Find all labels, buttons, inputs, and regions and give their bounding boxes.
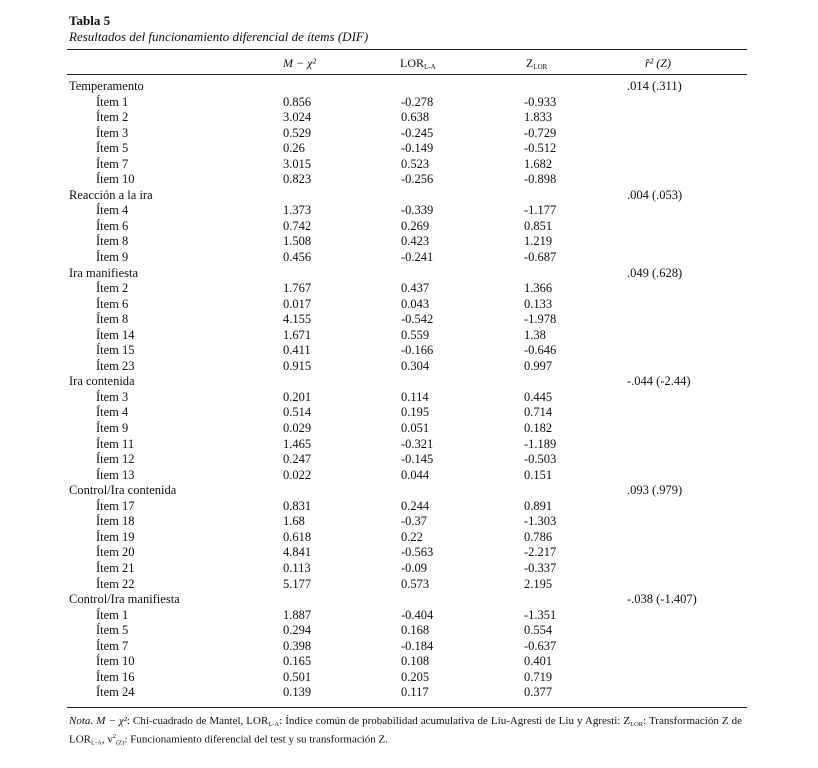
item-label: Ítem 21 xyxy=(96,560,135,575)
header-r2: r̂² (Z) xyxy=(645,56,671,70)
z-lor-value: 0.851 xyxy=(524,218,553,233)
lor-value: 0.168 xyxy=(401,623,430,638)
z-lor-value: 0.714 xyxy=(524,405,553,420)
z-lor-value: -0.503 xyxy=(524,452,557,467)
item-label: Ítem 12 xyxy=(96,452,135,467)
lor-value: 0.195 xyxy=(401,405,430,420)
lor-value: -0.563 xyxy=(401,545,434,560)
item-label: Ítem 6 xyxy=(96,296,129,311)
lor-value: 0.051 xyxy=(401,421,430,436)
mantel-chi-value: 0.398 xyxy=(283,638,312,653)
z-lor-value: -1.177 xyxy=(524,203,557,218)
lor-value: 0.423 xyxy=(401,234,430,249)
z-lor-value: -0.637 xyxy=(524,638,557,653)
mantel-chi-value: 0.618 xyxy=(283,529,312,544)
item-label: Ítem 18 xyxy=(96,514,135,529)
z-lor-value: -0.687 xyxy=(524,250,557,265)
note-text-1: : Chi-cuadrado de Mantel, LOR xyxy=(126,715,269,727)
mantel-chi-value: 0.022 xyxy=(283,467,312,482)
table-note xyxy=(69,715,742,750)
table-row xyxy=(0,110,818,126)
table-title-block xyxy=(69,13,368,45)
table-row xyxy=(0,452,818,468)
mantel-chi-value: 1.508 xyxy=(283,234,312,249)
group-r2: .093 (.979) xyxy=(627,483,683,498)
table-row xyxy=(0,157,818,173)
lor-value: 0.044 xyxy=(401,467,430,482)
note-sub-2: LOR xyxy=(630,721,644,728)
header-lor-main: LOR xyxy=(400,56,424,70)
item-label: Ítem 19 xyxy=(96,529,135,544)
z-lor-value: 0.719 xyxy=(524,669,553,684)
lor-value: -0.09 xyxy=(401,560,428,575)
item-label: Ítem 9 xyxy=(96,250,129,265)
z-lor-value: 0.554 xyxy=(524,623,553,638)
lor-value: 0.523 xyxy=(401,156,430,171)
z-lor-value: -1.189 xyxy=(524,436,557,451)
z-lor-value: 0.401 xyxy=(524,654,553,669)
note-sup-4: 2 xyxy=(112,733,117,740)
mantel-chi-value: 0.029 xyxy=(283,421,312,436)
group-name: Ira manifiesta xyxy=(69,265,139,280)
note-text-2: : Índice común de probabilidad acumulativa de Liu-Agresti de Liu y Agresti: Z xyxy=(279,715,631,727)
header-lor-sub: L-A xyxy=(424,63,436,71)
z-lor-value: -0.512 xyxy=(524,141,557,156)
mantel-chi-value: 0.26 xyxy=(283,141,305,156)
table-row xyxy=(0,281,818,297)
z-lor-value: 0.151 xyxy=(524,467,553,482)
mantel-chi-value: 0.915 xyxy=(283,358,312,373)
item-label: Ítem 9 xyxy=(96,421,129,436)
table-row xyxy=(0,172,818,188)
z-lor-value: -0.729 xyxy=(524,125,557,140)
table-row xyxy=(0,219,818,235)
lor-value: 0.269 xyxy=(401,218,430,233)
item-label: Ítem 4 xyxy=(96,405,129,420)
group-row xyxy=(0,188,818,204)
item-label: Ítem 5 xyxy=(96,623,129,638)
item-label: Ítem 3 xyxy=(96,389,129,404)
z-lor-value: 0.133 xyxy=(524,296,553,311)
group-name: Control/Ira manifiesta xyxy=(69,592,180,607)
mantel-chi-value: 0.017 xyxy=(283,296,312,311)
group-name: Ira contenida xyxy=(69,374,135,389)
note-sub-3: L-A xyxy=(91,739,102,747)
lor-value: -0.339 xyxy=(401,203,434,218)
lor-value: 0.117 xyxy=(401,685,429,700)
mantel-chi-value: 4.155 xyxy=(283,312,312,327)
item-label: Ítem 17 xyxy=(96,498,135,513)
item-label: Ítem 2 xyxy=(96,110,129,125)
table-row xyxy=(0,405,818,421)
group-name: Control/Ira contenida xyxy=(69,483,177,498)
lor-value: 0.205 xyxy=(401,669,430,684)
item-label: Ítem 8 xyxy=(96,312,129,327)
mantel-chi-value: 1.767 xyxy=(283,281,312,296)
bottom-rule xyxy=(67,707,747,708)
z-lor-value: 0.786 xyxy=(524,529,553,544)
lor-value: 0.437 xyxy=(401,281,430,296)
item-label: Ítem 15 xyxy=(96,343,135,358)
z-lor-value: 0.182 xyxy=(524,421,553,436)
lor-value: -0.404 xyxy=(401,607,434,622)
group-r2: .014 (.311) xyxy=(627,79,682,93)
z-lor-value: 1.682 xyxy=(524,156,553,171)
mantel-chi-value: 3.024 xyxy=(283,110,312,125)
group-row xyxy=(0,79,818,95)
z-lor-value: -0.646 xyxy=(524,343,557,358)
z-lor-value: -1.351 xyxy=(524,607,557,622)
note-sub-4: (Z) xyxy=(116,739,125,747)
lor-value: 0.108 xyxy=(401,654,430,669)
item-label: Ítem 7 xyxy=(96,638,129,653)
mantel-chi-value: 5.177 xyxy=(283,576,312,591)
table-row xyxy=(0,95,818,111)
item-label: Ítem 3 xyxy=(96,125,129,140)
table-body xyxy=(0,79,818,701)
z-lor-value: 1.366 xyxy=(524,281,553,296)
mantel-chi-value: 0.856 xyxy=(283,94,312,109)
lor-value: -0.256 xyxy=(401,172,434,187)
header-rule xyxy=(67,74,747,75)
lor-value: 0.304 xyxy=(401,358,430,373)
table-row xyxy=(0,499,818,515)
table-row xyxy=(0,530,818,546)
mantel-chi-value: 1.671 xyxy=(283,327,312,342)
item-label: Ítem 20 xyxy=(96,545,135,560)
item-label: Ítem 4 xyxy=(96,203,129,218)
z-lor-value: -2.217 xyxy=(524,545,557,560)
note-mantel: M − χ² xyxy=(96,715,127,727)
lor-value: -0.278 xyxy=(401,94,434,109)
table-row xyxy=(0,343,818,359)
note-text-5: : Funcionamiento diferencial del test y su transformación Z. xyxy=(124,733,389,746)
table-row xyxy=(0,685,818,701)
mantel-chi-value: 1.373 xyxy=(283,203,312,218)
table-row xyxy=(0,561,818,577)
mantel-chi-value: 0.501 xyxy=(283,669,312,684)
item-label: Ítem 11 xyxy=(96,436,135,451)
group-name: Temperamento xyxy=(69,79,144,93)
note-sub-1: L-A xyxy=(268,721,280,728)
table-row xyxy=(0,359,818,375)
table-title: Tabla 5 xyxy=(69,13,111,28)
z-lor-value: -1.303 xyxy=(524,514,557,529)
item-label: Ítem 6 xyxy=(96,218,129,233)
note-text-3: : Transformación Z de LOR xyxy=(69,715,742,746)
z-lor-value: 1.219 xyxy=(524,234,553,249)
table-row xyxy=(0,670,818,686)
mantel-chi-value: 0.742 xyxy=(283,218,312,233)
table-row xyxy=(0,468,818,484)
mantel-chi-value: 1.887 xyxy=(283,607,312,622)
table-caption: Resultados del funcionamiento diferencial de ítems (DIF) xyxy=(69,29,369,44)
table-row xyxy=(0,328,818,344)
table-row xyxy=(0,639,818,655)
item-label: Ítem 24 xyxy=(96,685,135,700)
item-label: Ítem 14 xyxy=(96,327,135,342)
mantel-chi-value: 0.514 xyxy=(283,405,312,420)
lor-value: 0.114 xyxy=(401,389,429,404)
item-label: Ítem 10 xyxy=(96,172,135,187)
group-row xyxy=(0,592,818,608)
lor-value: 0.559 xyxy=(401,327,430,342)
z-lor-value: 1.38 xyxy=(524,327,546,342)
mantel-chi-value: 0.247 xyxy=(283,452,312,467)
table-row xyxy=(0,608,818,624)
table-row xyxy=(0,514,818,530)
table-row xyxy=(0,421,818,437)
header-lor xyxy=(400,56,436,71)
table-row xyxy=(0,390,818,406)
mantel-chi-value: 1.68 xyxy=(283,514,305,529)
table-header xyxy=(0,53,818,75)
lor-value: -0.542 xyxy=(401,312,434,327)
z-lor-value: -0.337 xyxy=(524,560,557,575)
mantel-chi-value: 0.294 xyxy=(283,623,312,638)
item-label: Ítem 1 xyxy=(96,607,129,622)
group-r2: -.038 (-1.407) xyxy=(627,592,697,607)
table-row xyxy=(0,545,818,561)
mantel-chi-value: 3.015 xyxy=(283,156,312,171)
z-lor-value: -0.933 xyxy=(524,94,557,109)
item-label: Ítem 2 xyxy=(96,281,129,296)
table-row xyxy=(0,141,818,157)
lor-value: 0.043 xyxy=(401,296,430,311)
item-label: Ítem 8 xyxy=(96,234,129,249)
mantel-chi-value: 0.456 xyxy=(283,250,312,265)
table-row xyxy=(0,623,818,639)
mantel-chi-value: 0.831 xyxy=(283,498,312,513)
header-z-main: Z xyxy=(526,56,534,70)
table-row xyxy=(0,203,818,219)
table-row xyxy=(0,297,818,313)
group-name: Reacción a la ira xyxy=(69,187,153,202)
item-label: Ítem 1 xyxy=(96,94,129,109)
group-r2: .049 (.628) xyxy=(627,265,683,280)
group-r2: .004 (.053) xyxy=(627,187,683,202)
z-lor-value: 0.377 xyxy=(524,685,553,700)
top-rule xyxy=(67,49,747,50)
mantel-chi-value: 0.529 xyxy=(283,125,312,140)
header-z-sub: LOR xyxy=(533,63,548,71)
group-r2: -.044 (-2.44) xyxy=(627,374,691,389)
lor-value: 0.244 xyxy=(401,498,430,513)
lor-value: -0.37 xyxy=(401,514,428,529)
lor-value: -0.149 xyxy=(401,141,434,156)
item-label: Ítem 16 xyxy=(96,669,135,684)
z-lor-value: 0.891 xyxy=(524,498,553,513)
mantel-chi-value: 0.113 xyxy=(283,560,311,575)
group-row xyxy=(0,266,818,282)
note-label: Nota. xyxy=(69,715,94,727)
z-lor-value: 1.833 xyxy=(524,110,553,125)
z-lor-value: 0.997 xyxy=(524,358,553,373)
lor-value: 0.22 xyxy=(401,529,423,544)
group-row xyxy=(0,483,818,499)
group-row xyxy=(0,374,818,390)
item-label: Ítem 5 xyxy=(96,141,129,156)
mantel-chi-value: 0.201 xyxy=(283,389,312,404)
header-mantel-chi: M − χ² xyxy=(283,56,316,70)
lor-value: -0.145 xyxy=(401,452,434,467)
table-row xyxy=(0,312,818,328)
mantel-chi-value: 4.841 xyxy=(283,545,312,560)
item-label: Ítem 13 xyxy=(96,467,135,482)
z-lor-value: 0.445 xyxy=(524,389,553,404)
table-row xyxy=(0,577,818,593)
item-label: Ítem 10 xyxy=(96,654,135,669)
lor-value: -0.184 xyxy=(401,638,434,653)
z-lor-value: -1.978 xyxy=(524,312,557,327)
table-row xyxy=(0,234,818,250)
item-label: Ítem 7 xyxy=(96,156,129,171)
lor-value: 0.638 xyxy=(401,110,430,125)
z-lor-value: 2.195 xyxy=(524,576,553,591)
mantel-chi-value: 1.465 xyxy=(283,436,312,451)
table-row xyxy=(0,126,818,142)
table-row xyxy=(0,437,818,453)
table-row xyxy=(0,250,818,266)
item-label: Ítem 23 xyxy=(96,358,135,373)
lor-value: -0.241 xyxy=(401,250,434,265)
z-lor-value: -0.898 xyxy=(524,172,557,187)
lor-value: 0.573 xyxy=(401,576,430,591)
lor-value: -0.321 xyxy=(401,436,434,451)
mantel-chi-value: 0.165 xyxy=(283,654,312,669)
mantel-chi-value: 0.823 xyxy=(283,172,312,187)
mantel-chi-value: 0.139 xyxy=(283,685,312,700)
header-z xyxy=(526,56,547,71)
lor-value: -0.245 xyxy=(401,125,434,140)
table-row xyxy=(0,654,818,670)
note-text-4: , v xyxy=(101,733,113,746)
item-label: Ítem 22 xyxy=(96,576,135,591)
mantel-chi-value: 0.411 xyxy=(283,343,311,358)
lor-value: -0.166 xyxy=(401,343,434,358)
